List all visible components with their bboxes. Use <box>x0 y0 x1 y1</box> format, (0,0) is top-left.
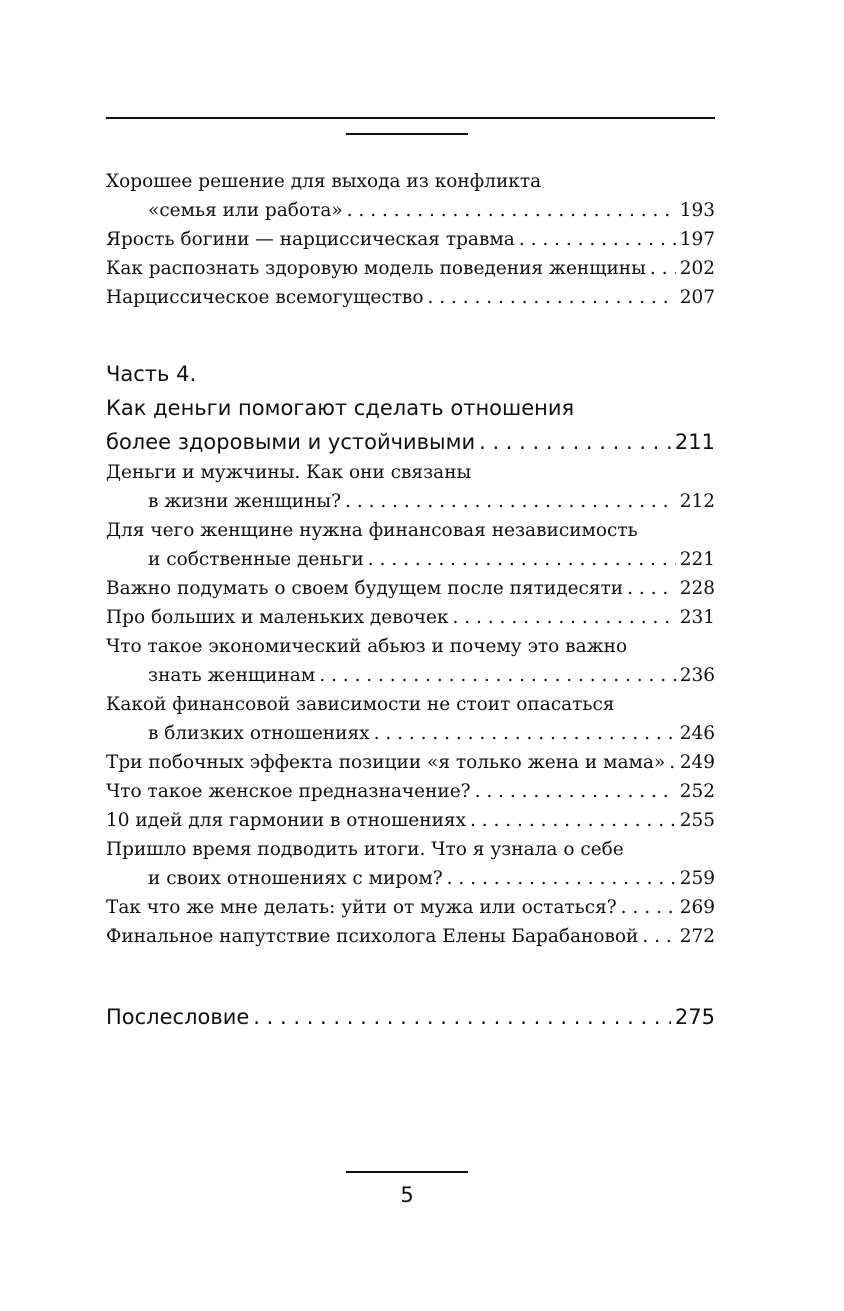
toc-entry-line: Как распознать здоровую модель поведения женщины <box>106 258 646 279</box>
toc-page: 252 <box>679 781 715 802</box>
toc-entry[interactable] <box>106 893 715 922</box>
toc-entry-line: Что такое экономический абьюз и почему это важно <box>106 636 628 657</box>
leader-dots <box>374 719 676 748</box>
toc-entry[interactable] <box>106 922 715 951</box>
leader-dots <box>650 254 676 283</box>
part-4-entries <box>106 458 715 951</box>
toc-entry-line: знать женщинам <box>148 665 316 686</box>
toc-page: 207 <box>679 287 715 308</box>
toc-page: 211 <box>674 430 715 454</box>
toc-entry[interactable] <box>106 835 715 893</box>
leader-dots <box>347 196 676 225</box>
leader-dots <box>479 425 671 459</box>
toc-entry-line: Какой финансовой зависимости не стоит опасаться <box>106 694 615 715</box>
toc-entry[interactable] <box>106 167 715 225</box>
toc-page: 259 <box>679 868 715 889</box>
bottom-short-rule <box>346 1171 468 1173</box>
toc-entry[interactable] <box>106 603 715 632</box>
leader-dots <box>475 777 676 806</box>
toc-entry-line: Финальное напутствие психолога Елены Барабановой <box>106 926 639 947</box>
leader-dots <box>470 806 676 835</box>
leader-dots <box>368 545 676 574</box>
toc-page: 249 <box>679 752 715 773</box>
page-number: 5 <box>400 1183 414 1207</box>
toc-entry[interactable] <box>106 254 715 283</box>
toc-entry[interactable] <box>106 458 715 516</box>
toc-entry-line: Хорошее решение для выхода из конфликта <box>106 171 542 192</box>
toc-entry-line: и собственные деньги <box>148 549 364 570</box>
toc-page: 272 <box>679 926 715 947</box>
leader-dots <box>519 225 676 254</box>
leader-dots <box>621 893 676 922</box>
toc-entry-line: в жизни женщины? <box>148 491 342 512</box>
leader-dots <box>427 283 675 312</box>
toc-page: 228 <box>679 578 715 599</box>
toc-entry-line: Что такое женское предназначение? <box>106 781 471 802</box>
afterword-entry[interactable] <box>106 1000 715 1034</box>
toc-page: 202 <box>679 258 715 279</box>
toc-entry-line: Ярость богини — нарциссическая травма <box>106 229 515 250</box>
toc-page: 193 <box>679 200 715 221</box>
toc-entry-line: Деньги и мужчины. Как они связаны <box>106 462 472 483</box>
part-title-line: Как деньги помогают сделать отношения <box>106 396 575 420</box>
top-short-rule <box>346 133 468 135</box>
part-title-line: более здоровыми и устойчивыми <box>106 430 476 454</box>
toc-entry[interactable] <box>106 806 715 835</box>
toc-entry-line: и своих отношениях с миром? <box>148 868 443 889</box>
toc-entry[interactable] <box>106 690 715 748</box>
leader-dots <box>453 603 676 632</box>
toc-page: 269 <box>679 897 715 918</box>
toc-entry-line: 10 идей для гармонии в отношениях <box>106 810 467 831</box>
toc-page: 255 <box>679 810 715 831</box>
toc-entry-line: в близких отношениях <box>148 723 370 744</box>
toc-entry-line: Так что же мне делать: уйти от мужа или остаться? <box>106 897 617 918</box>
part-4-heading[interactable] <box>106 357 715 459</box>
leader-dots <box>627 574 676 603</box>
toc-entry-line: Про больших и маленьких девочек <box>106 607 449 628</box>
part-label: Часть 4. <box>106 362 197 386</box>
afterword-label: Послесловие <box>106 1005 250 1029</box>
toc-entry-line: «семья или работа» <box>148 200 343 221</box>
toc-entry[interactable] <box>106 225 715 254</box>
toc-continued <box>106 167 715 312</box>
toc-entry-line: Пришло время подводить итоги. Что я узнала о себе <box>106 839 624 860</box>
toc-entry-line: Для чего женщине нужна финансовая независимость <box>106 520 638 541</box>
toc-entry-line: Три побочных эффекта позиции «я только жена и мама» <box>106 752 666 773</box>
toc-entry[interactable] <box>106 777 715 806</box>
toc-page: 231 <box>679 607 715 628</box>
leader-dots <box>319 661 675 690</box>
toc-entry-line: Нарциссическое всемогущество <box>106 287 424 308</box>
leader-dots <box>253 1000 671 1034</box>
leader-dots <box>642 922 675 951</box>
toc-entry[interactable] <box>106 632 715 690</box>
toc-page: 221 <box>679 549 715 570</box>
leader-dots <box>447 864 676 893</box>
top-rule <box>106 117 715 119</box>
toc-page: 212 <box>679 491 715 512</box>
toc-page: 246 <box>679 723 715 744</box>
toc-entry[interactable] <box>106 574 715 603</box>
toc-page: 275 <box>674 1005 715 1029</box>
toc-entry[interactable] <box>106 283 715 312</box>
toc-page: 236 <box>679 665 715 686</box>
toc-entry[interactable] <box>106 516 715 574</box>
toc-entry-line: Важно подумать о своем будущем после пятидесяти <box>106 578 624 599</box>
toc-page: 197 <box>679 229 715 250</box>
leader-dots <box>345 487 676 516</box>
toc-entry[interactable] <box>106 748 715 777</box>
